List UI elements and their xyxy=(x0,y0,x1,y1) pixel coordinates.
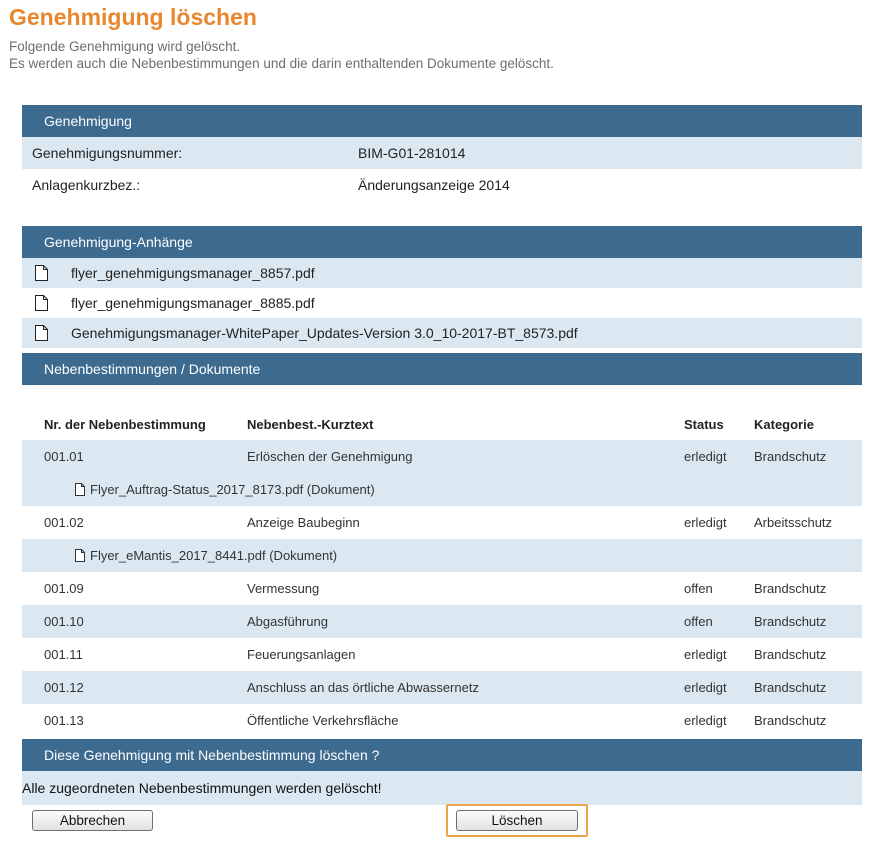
cell-kategorie: Brandschutz xyxy=(754,713,827,728)
info-value: BIM-G01-281014 xyxy=(358,145,466,161)
section-header-anhaenge: Genehmigung-Anhänge xyxy=(22,226,862,258)
cell-kurztext: Feuerungsanlagen xyxy=(247,647,356,662)
cell-kategorie: Brandschutz xyxy=(754,449,827,464)
cell-nr: 001.10 xyxy=(44,614,84,629)
section-header-genehmigung: Genehmigung xyxy=(22,105,862,137)
document-row[interactable] xyxy=(22,473,862,506)
table-row xyxy=(22,605,862,638)
table-row xyxy=(22,671,862,704)
column-header-nr: Nr. der Nebenbestimmung xyxy=(44,416,206,432)
cell-status: erledigt xyxy=(684,647,727,662)
attachment-row[interactable] xyxy=(22,258,862,288)
info-value: Änderungsanzeige 2014 xyxy=(358,177,510,193)
document-link[interactable]: Flyer_Auftrag-Status_2017_8173.pdf (Dokument) xyxy=(90,482,375,497)
cell-kurztext: Vermessung xyxy=(247,581,320,596)
cell-status: erledigt xyxy=(684,713,727,728)
cell-kurztext: Abgasführung xyxy=(247,614,328,629)
page-title: Genehmigung löschen xyxy=(9,4,257,30)
column-header-status: Status xyxy=(684,416,724,432)
table-row xyxy=(22,572,862,605)
info-label: Genehmigungsnummer: xyxy=(32,145,183,161)
cell-nr: 001.13 xyxy=(44,713,84,728)
attachment-link[interactable]: Genehmigungsmanager-WhitePaper_Updates-Version 3.0_10-2017-BT_8573.pdf xyxy=(71,325,578,341)
file-icon xyxy=(34,325,49,341)
column-header-kurztext: Nebenbest.-Kurztext xyxy=(247,416,374,432)
cell-kurztext: Erlöschen der Genehmigung xyxy=(247,449,413,464)
cell-nr: 001.12 xyxy=(44,680,84,695)
cell-kategorie: Arbeitsschutz xyxy=(754,515,833,530)
cell-status: erledigt xyxy=(684,515,727,530)
cell-nr: 001.09 xyxy=(44,581,84,596)
section-header-nebenbestimmungen: Nebenbestimmungen / Dokumente xyxy=(22,353,862,385)
table-row xyxy=(22,638,862,671)
attachment-row[interactable] xyxy=(22,318,862,348)
cancel-button[interactable]: Abbrechen xyxy=(32,810,153,831)
document-link[interactable]: Flyer_eMantis_2017_8441.pdf (Dokument) xyxy=(90,548,338,563)
warning-text-row xyxy=(22,771,862,805)
cell-kategorie: Brandschutz xyxy=(754,581,827,596)
cell-status: erledigt xyxy=(684,680,727,695)
cell-kategorie: Brandschutz xyxy=(754,680,827,695)
info-label: Anlagenkurzbez.: xyxy=(32,177,141,193)
info-row-anlagenkurzbez xyxy=(22,169,862,201)
delete-button[interactable]: Löschen xyxy=(456,810,578,831)
table-row xyxy=(22,506,862,539)
cell-nr: 001.02 xyxy=(44,515,84,530)
warning-text: Alle zugeordneten Nebenbestimmungen werden gelöscht! xyxy=(22,780,382,796)
attachment-link[interactable]: flyer_genehmigungsmanager_8885.pdf xyxy=(71,295,315,311)
cell-status: offen xyxy=(684,614,713,629)
column-header-kategorie: Kategorie xyxy=(754,416,814,432)
table-header-row xyxy=(22,408,862,440)
cell-status: offen xyxy=(684,581,713,596)
table-row xyxy=(22,704,862,737)
file-icon xyxy=(74,483,86,496)
intro-text xyxy=(9,38,554,72)
cell-nr: 001.01 xyxy=(44,449,84,464)
cell-kurztext: Anzeige Baubeginn xyxy=(247,515,360,530)
file-icon xyxy=(74,549,86,562)
cell-kurztext: Öffentliche Verkehrsfläche xyxy=(247,713,399,728)
cell-kurztext: Anschluss an das örtliche Abwassernetz xyxy=(247,680,479,695)
section-header-confirm: Diese Genehmigung mit Nebenbestimmung löschen ? xyxy=(22,739,862,771)
cell-status: erledigt xyxy=(684,449,727,464)
intro-line-2: Es werden auch die Nebenbestimmungen und die darin enthaltenden Dokumente gelöscht. xyxy=(9,56,554,71)
info-row-genehmigungsnummer xyxy=(22,137,862,169)
attachment-row[interactable] xyxy=(22,288,862,318)
cell-kategorie: Brandschutz xyxy=(754,647,827,662)
cell-nr: 001.11 xyxy=(44,647,83,662)
document-row[interactable] xyxy=(22,539,862,572)
attachment-link[interactable]: flyer_genehmigungsmanager_8857.pdf xyxy=(71,265,315,281)
file-icon xyxy=(34,265,49,281)
table-row xyxy=(22,440,862,473)
intro-line-1: Folgende Genehmigung wird gelöscht. xyxy=(9,39,241,54)
file-icon xyxy=(34,295,49,311)
cell-kategorie: Brandschutz xyxy=(754,614,827,629)
